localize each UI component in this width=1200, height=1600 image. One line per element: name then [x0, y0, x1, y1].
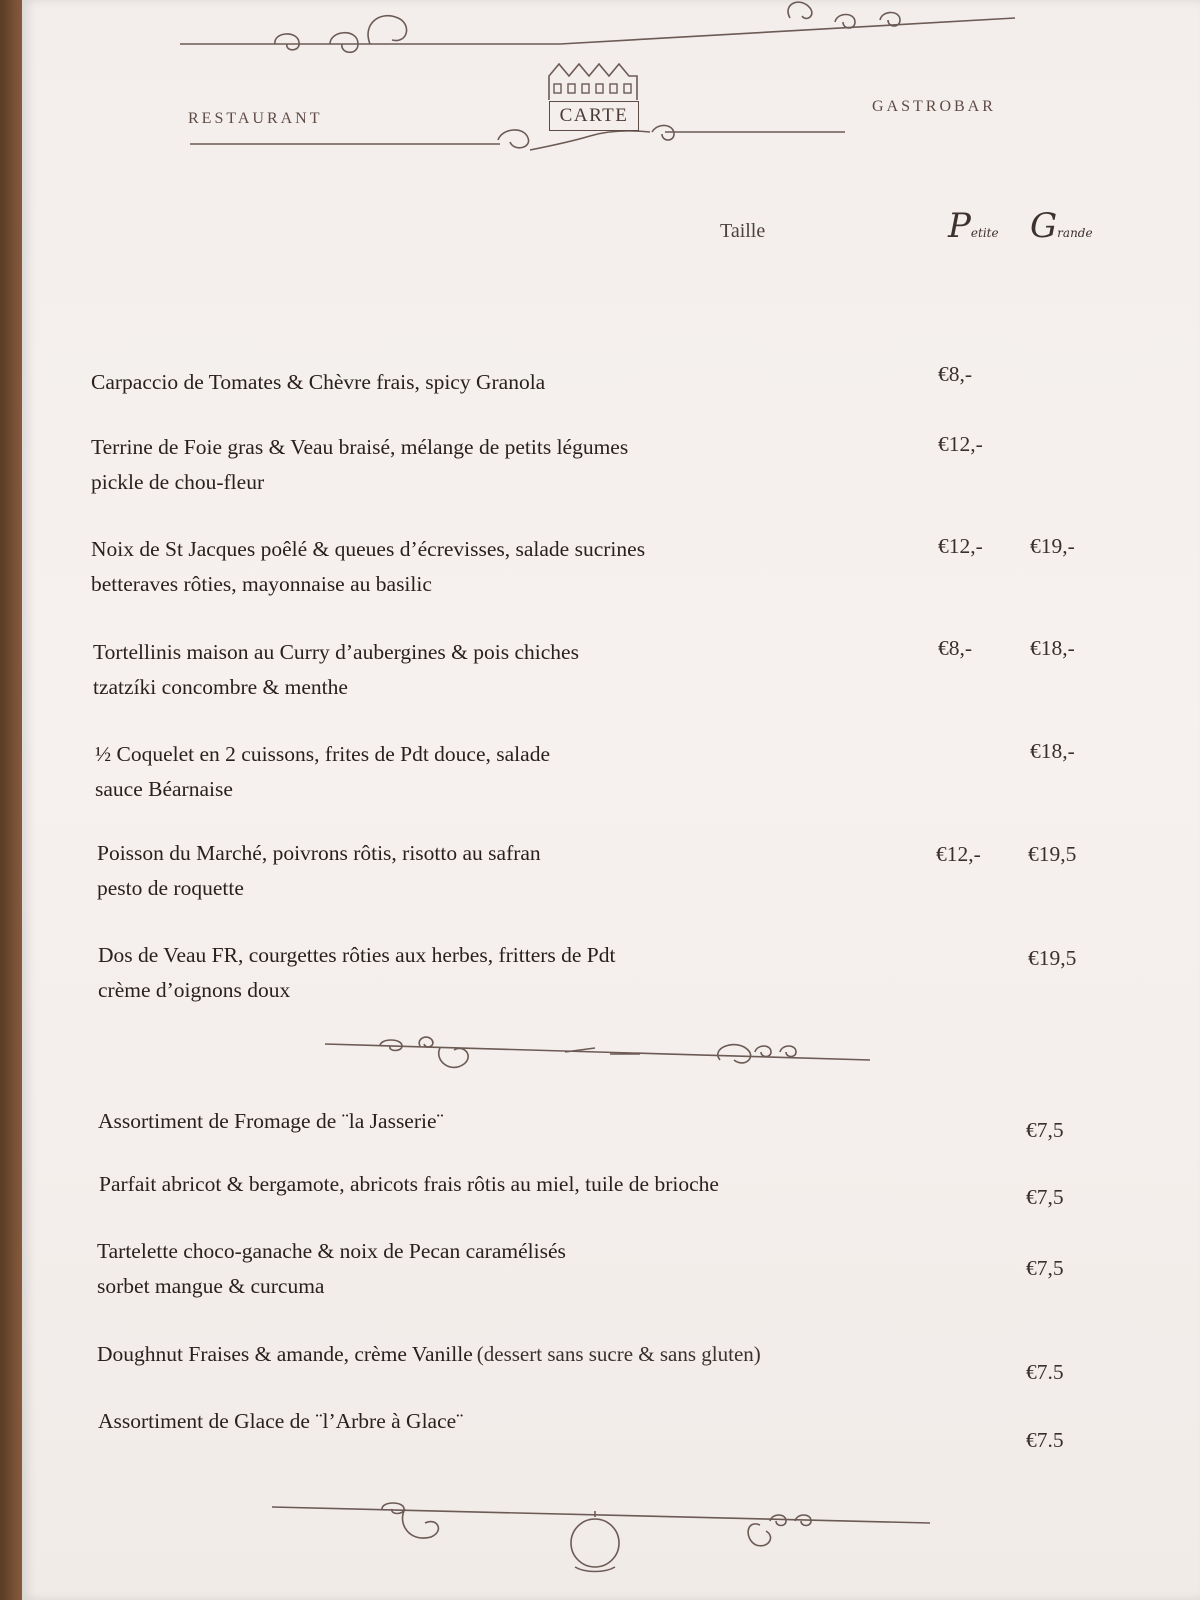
list-item — [99, 1167, 719, 1202]
list-item — [98, 938, 616, 1008]
dessert-dietary-note: (dessert sans sucre & sans gluten) — [476, 1342, 761, 1366]
dessert-price: €7.5 — [1026, 1360, 1064, 1384]
dessert-detail: sorbet mangue & curcuma — [97, 1274, 325, 1298]
dessert-name: Parfait abricot & bergamote, abricots frais rôtis au miel, tuile de brioche — [99, 1172, 719, 1196]
price-petite: €12,- — [938, 534, 983, 558]
dessert-name: Assortiment de Glace de ¨l’Arbre à Glace¨ — [98, 1409, 464, 1433]
price-petite: €12,- — [938, 432, 983, 456]
list-item — [91, 365, 545, 400]
dish-name: ½ Coquelet en 2 cuissons, frites de Pdt douce, salade — [95, 742, 550, 766]
gastrobar-label: GASTROBAR — [872, 98, 996, 115]
dish-name: Terrine de Foie gras & Veau braisé, mélange de petits légumes — [91, 435, 629, 459]
list-item — [95, 737, 550, 807]
petite-rest: etite — [970, 226, 999, 240]
price-grande: €18,- — [1030, 636, 1075, 660]
grande-column-header — [1030, 206, 1093, 246]
price-grande: €19,5 — [1028, 946, 1077, 970]
dessert-name: Assortiment de Fromage de ¨la Jasserie¨ — [98, 1109, 444, 1133]
petite-column-header — [948, 206, 999, 246]
dessert-price: €7,5 — [1026, 1256, 1064, 1280]
price-grande: €19,5 — [1028, 842, 1077, 866]
price-petite: €12,- — [936, 842, 981, 866]
dessert-price: €7,5 — [1026, 1118, 1064, 1142]
grande-initial: G — [1030, 206, 1058, 246]
carte-title: CARTE — [549, 101, 639, 131]
price-grande: €18,- — [1030, 739, 1075, 763]
price-petite: €8,- — [938, 362, 973, 386]
dish-name: Carpaccio de Tomates & Chèvre frais, spicy Granola — [91, 370, 546, 394]
dish-name: Dos de Veau FR, courgettes rôties aux herbes, fritters de Pdt — [98, 943, 616, 967]
dish-detail: pickle de chou-fleur — [91, 470, 265, 494]
list-item — [97, 1234, 566, 1304]
list-item — [98, 1404, 463, 1439]
dish-name: Poisson du Marché, poivrons rôtis, risotto au safran — [97, 841, 541, 865]
dish-name: Tortellinis maison au Curry d’aubergines & pois chiches — [93, 640, 579, 664]
restaurant-label: RESTAURANT — [188, 110, 323, 127]
dish-detail: tzatzíki concombre & menthe — [93, 675, 348, 699]
dish-detail: crème d’oignons doux — [98, 978, 291, 1002]
list-item — [97, 1337, 761, 1372]
dessert-price: €7,5 — [1026, 1185, 1064, 1209]
price-petite: €8,- — [938, 636, 973, 660]
dish-detail: betteraves rôties, mayonnaise au basilic — [91, 572, 432, 596]
list-item — [91, 532, 645, 602]
price-grande: €19,- — [1030, 534, 1075, 558]
list-item — [93, 635, 579, 705]
dessert-price: €7.5 — [1026, 1428, 1064, 1452]
dish-detail: pesto de roquette — [97, 876, 244, 900]
dish-name: Noix de St Jacques poêlé & queues d’écrevisses, salade sucrines — [91, 537, 646, 561]
size-header-label: Taille — [720, 220, 766, 242]
grande-rest: rande — [1057, 226, 1093, 240]
bottom-flourish-ornament — [0, 1495, 1200, 1600]
townhouse-emblem — [545, 56, 645, 106]
dish-detail: sauce Béarnaise — [95, 777, 233, 801]
dessert-name: Tartelette choco-ganache & noix de Pecan caramélisés — [97, 1239, 566, 1263]
list-item — [91, 430, 628, 500]
list-item — [98, 1104, 444, 1139]
section-divider-ornament — [0, 1030, 1200, 1090]
dessert-name: Doughnut Fraises & amande, crème Vanille — [97, 1342, 473, 1366]
list-item — [97, 836, 541, 906]
petite-initial: P — [948, 206, 971, 246]
